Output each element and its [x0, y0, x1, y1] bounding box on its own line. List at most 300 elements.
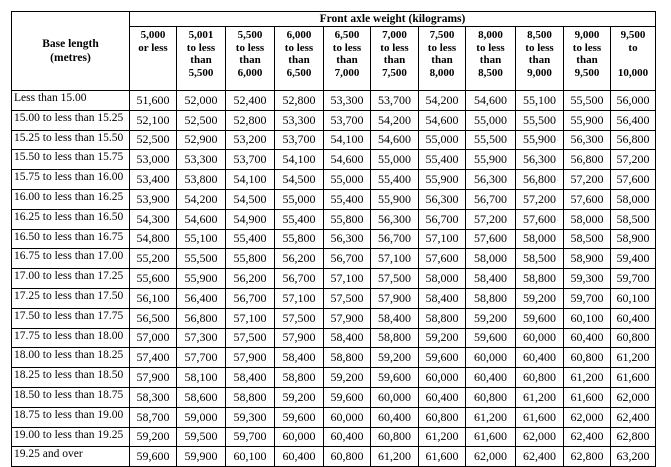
table-cell: 55,100	[177, 229, 226, 249]
table-cell: 55,200	[130, 249, 177, 269]
table-row	[12, 308, 656, 328]
table-cell: 56,000	[611, 91, 656, 111]
table-cell: 57,600	[466, 229, 516, 249]
table-cell: 55,000	[275, 189, 324, 209]
row-label: 16.50 to less than 16.75	[12, 229, 130, 249]
table-cell: 53,700	[371, 91, 419, 111]
table-cell: 60,800	[419, 407, 466, 427]
table-cell: 60,000	[275, 427, 324, 447]
table-cell: 57,000	[130, 328, 177, 348]
row-header-line: Base length	[42, 38, 99, 50]
row-label: 18.75 to less than 19.00	[12, 407, 130, 427]
table-cell: 59,900	[177, 447, 226, 467]
table-row	[12, 269, 656, 289]
table-cell: 62,800	[564, 447, 611, 467]
table-cell: 58,400	[324, 328, 371, 348]
table-cell: 55,000	[371, 150, 419, 170]
table-cell: 55,500	[466, 130, 516, 150]
table-cell: 54,600	[177, 209, 226, 229]
table-cell: 57,200	[466, 209, 516, 229]
column-header	[516, 27, 564, 91]
table-cell: 56,800	[611, 130, 656, 150]
table-cell: 56,300	[466, 170, 516, 190]
table-cell: 58,400	[371, 308, 419, 328]
table-cell: 55,000	[419, 130, 466, 150]
table-cell: 60,000	[324, 407, 371, 427]
table-cell: 55,600	[130, 269, 177, 289]
table-cell: 54,100	[275, 150, 324, 170]
table-cell: 61,600	[466, 427, 516, 447]
column-header-line: 6,000	[237, 66, 263, 79]
table-cell: 60,000	[516, 328, 564, 348]
table-cell: 58,600	[177, 387, 226, 407]
table-cell: 61,200	[611, 348, 656, 368]
table-cell: 62,400	[611, 407, 656, 427]
table-cell: 57,700	[177, 348, 226, 368]
table-row	[12, 368, 656, 388]
table-cell: 57,500	[371, 269, 419, 289]
column-header-line: 8,000	[478, 29, 503, 41]
column-header	[466, 27, 516, 91]
table-cell: 57,500	[275, 308, 324, 328]
table-cell: 59,300	[226, 407, 275, 427]
table-cell: 57,500	[226, 328, 275, 348]
row-label: 16.75 to less than 17.00	[12, 249, 130, 269]
table-cell: 57,200	[564, 170, 611, 190]
table-cell: 52,400	[226, 91, 275, 111]
column-header-line: to less	[186, 41, 216, 54]
table-cell: 54,600	[371, 130, 419, 150]
table-cell: 60,400	[611, 308, 656, 328]
table-cell: 58,400	[419, 288, 466, 308]
table-row	[12, 110, 656, 130]
table-cell: 57,400	[130, 348, 177, 368]
table-cell: 55,800	[226, 249, 275, 269]
table-cell: 57,600	[516, 209, 564, 229]
table-cell: 54,600	[324, 150, 371, 170]
table-cell: 58,000	[611, 189, 656, 209]
row-label: 15.00 to less than 15.25	[12, 110, 130, 130]
table-cell: 61,600	[564, 387, 611, 407]
table-cell: 60,800	[371, 427, 419, 447]
row-label: 15.75 to less than 16.00	[12, 170, 130, 190]
table-row	[12, 427, 656, 447]
table-cell: 58,900	[611, 229, 656, 249]
table-cell: 56,200	[226, 269, 275, 289]
column-header-line: 10,000	[617, 66, 649, 79]
table-cell: 60,400	[466, 368, 516, 388]
table-cell: 58,300	[130, 387, 177, 407]
table-cell: 60,100	[611, 288, 656, 308]
table-cell: 56,400	[177, 288, 226, 308]
table-cell: 57,100	[371, 249, 419, 269]
table-cell: 53,400	[130, 170, 177, 190]
row-label: 19.25 and over	[12, 447, 130, 467]
column-header-line	[611, 54, 655, 67]
column-header-line: to less	[380, 41, 409, 54]
table-cell: 54,100	[226, 170, 275, 190]
column-header-line: 6,500	[286, 66, 312, 79]
table-cell: 62,000	[564, 407, 611, 427]
table-cell: 58,000	[564, 209, 611, 229]
column-header-line: 7,500	[429, 29, 455, 41]
table-cell: 55,900	[516, 130, 564, 150]
column-header-line: 8,000	[429, 66, 455, 79]
table-cell: 57,900	[324, 308, 371, 328]
table-cell: 52,000	[177, 91, 226, 111]
row-header-line: (metres)	[50, 52, 91, 64]
column-header	[275, 27, 324, 91]
column-header-line: than	[239, 54, 261, 66]
table-cell: 55,400	[371, 170, 419, 190]
table-cell: 53,300	[177, 150, 226, 170]
table-cell: 60,400	[324, 427, 371, 447]
table-cell: 59,000	[177, 407, 226, 427]
table-cell: 56,800	[564, 150, 611, 170]
table-cell: 54,200	[177, 189, 226, 209]
table-cell: 63,200	[611, 447, 656, 467]
table-cell: 54,500	[275, 170, 324, 190]
table-cell: 61,600	[516, 407, 564, 427]
column-header	[324, 27, 371, 91]
table-row	[12, 328, 656, 348]
table-cell: 56,300	[324, 229, 371, 249]
table-cell: 53,900	[130, 189, 177, 209]
table-cell: 54,900	[226, 209, 275, 229]
column-header	[371, 27, 419, 91]
row-label: 15.25 to less than 15.50	[12, 130, 130, 150]
table-cell: 56,500	[130, 308, 177, 328]
table-row	[12, 130, 656, 150]
table-cell: 62,800	[611, 427, 656, 447]
table-cell: 62,000	[516, 427, 564, 447]
table-cell: 56,400	[611, 110, 656, 130]
table-cell: 58,800	[275, 368, 324, 388]
column-header-line: to less	[235, 41, 265, 54]
table-row	[12, 288, 656, 308]
table-cell: 58,000	[466, 249, 516, 269]
column-header	[419, 27, 466, 91]
table-cell: 55,900	[177, 269, 226, 289]
column-header	[226, 27, 275, 91]
table-cell: 60,100	[226, 447, 275, 467]
table-cell: 57,100	[275, 288, 324, 308]
table-row	[12, 249, 656, 269]
table-cell: 59,600	[466, 328, 516, 348]
table-cell: 61,200	[564, 368, 611, 388]
table-cell: 60,800	[564, 348, 611, 368]
table-cell: 62,400	[564, 427, 611, 447]
table-cell: 54,200	[371, 110, 419, 130]
column-header-line: 7,000	[382, 29, 407, 41]
table-cell: 55,500	[564, 91, 611, 111]
table-cell: 57,200	[516, 189, 564, 209]
column-header-line: 9,500	[574, 66, 600, 79]
table-cell: 53,700	[275, 130, 324, 150]
table-cell: 59,600	[419, 348, 466, 368]
column-header-line: 5,500	[188, 66, 214, 79]
column-header	[177, 27, 226, 91]
table-cell: 57,900	[130, 368, 177, 388]
column-header-line: to less	[476, 41, 505, 54]
table-cell: 52,500	[130, 130, 177, 150]
column-header-line: 6,000	[286, 29, 312, 41]
table-cell: 60,800	[324, 447, 371, 467]
table-cell: 57,600	[611, 170, 656, 190]
table-cell: 60,000	[466, 348, 516, 368]
table-cell: 60,400	[371, 407, 419, 427]
table-cell: 59,700	[564, 288, 611, 308]
table-cell: 55,900	[466, 150, 516, 170]
table-cell: 58,500	[564, 229, 611, 249]
table-cell: 59,200	[371, 348, 419, 368]
axle-weight-table	[11, 11, 656, 467]
table-cell: 56,800	[177, 308, 226, 328]
table-cell: 55,000	[324, 170, 371, 190]
table-cell: 57,200	[611, 150, 656, 170]
table-cell: 59,400	[611, 249, 656, 269]
table-cell: 53,800	[177, 170, 226, 190]
table-cell: 57,100	[324, 269, 371, 289]
table-cell: 56,300	[516, 150, 564, 170]
table-cell: 57,900	[371, 288, 419, 308]
table-cell: 58,500	[516, 249, 564, 269]
table-cell: 58,800	[466, 288, 516, 308]
row-label: 17.50 to less than 17.75	[12, 308, 130, 328]
table-row	[12, 407, 656, 427]
table-cell: 56,300	[371, 209, 419, 229]
table-cell: 56,100	[130, 288, 177, 308]
table-cell: 53,000	[130, 150, 177, 170]
table-cell: 57,600	[419, 249, 466, 269]
table-cell: 55,800	[324, 209, 371, 229]
column-header-line: or less	[138, 41, 168, 54]
table-cell: 62,400	[516, 447, 564, 467]
column-header-line: 9,000	[527, 66, 552, 79]
table-cell: 52,100	[130, 110, 177, 130]
table-cell: 56,700	[226, 288, 275, 308]
table-cell: 55,500	[177, 249, 226, 269]
table-cell: 60,800	[516, 368, 564, 388]
table-cell: 56,700	[371, 229, 419, 249]
column-header-line: 7,500	[382, 66, 407, 79]
column-header-line: to less	[427, 41, 457, 54]
table-cell: 54,600	[466, 91, 516, 111]
table-cell: 56,700	[275, 269, 324, 289]
table-cell: 53,200	[226, 130, 275, 150]
table-cell: 62,000	[466, 447, 516, 467]
table-cell: 57,100	[226, 308, 275, 328]
table-cell: 54,600	[419, 110, 466, 130]
column-header-line: 9,500	[620, 29, 646, 41]
table-cell: 61,200	[516, 387, 564, 407]
column-header-line: 6,500	[334, 29, 360, 41]
table-cell: 53,700	[324, 110, 371, 130]
row-label: 18.00 to less than 18.25	[12, 348, 130, 368]
table-cell: 61,200	[419, 427, 466, 447]
column-header-line: to less	[284, 41, 314, 54]
column-header-line: than	[383, 54, 406, 66]
table-cell: 56,700	[324, 249, 371, 269]
table-cell: 58,500	[611, 209, 656, 229]
table-cell: 55,500	[516, 110, 564, 130]
table-cell: 60,800	[466, 387, 516, 407]
column-header-line: than	[479, 54, 502, 66]
table-cell: 59,200	[419, 328, 466, 348]
table-row	[12, 348, 656, 368]
table-cell: 61,600	[611, 368, 656, 388]
table-cell: 55,800	[275, 229, 324, 249]
column-header-line: to less	[332, 41, 362, 54]
table-cell: 59,200	[130, 427, 177, 447]
table-cell: 60,400	[419, 387, 466, 407]
table-cell: 59,600	[324, 387, 371, 407]
table-cell: 59,600	[516, 308, 564, 328]
table-cell: 60,400	[516, 348, 564, 368]
row-label: Less than 15.00	[12, 91, 130, 111]
table-cell: 56,700	[419, 209, 466, 229]
table-cell: 58,800	[226, 387, 275, 407]
table-cell: 55,400	[226, 229, 275, 249]
column-header-line: 5,500	[237, 29, 263, 41]
table-row	[12, 387, 656, 407]
table-cell: 57,600	[564, 189, 611, 209]
table-cell: 51,600	[130, 91, 177, 111]
table-cell: 54,800	[130, 229, 177, 249]
table-cell: 59,700	[226, 427, 275, 447]
table-cell: 52,500	[177, 110, 226, 130]
table-cell: 60,000	[419, 368, 466, 388]
table-cell: 59,200	[324, 368, 371, 388]
table-cell: 58,800	[324, 348, 371, 368]
table-cell: 58,400	[226, 368, 275, 388]
table-row	[12, 91, 656, 111]
table-cell: 53,300	[275, 110, 324, 130]
column-header-line: 5,001	[188, 29, 214, 41]
row-label: 15.50 to less than 15.75	[12, 150, 130, 170]
table-cell: 59,600	[130, 447, 177, 467]
table-row	[12, 229, 656, 249]
table-title: Front axle weight (kilograms)	[130, 12, 656, 27]
table-cell: 52,800	[226, 110, 275, 130]
table-cell: 57,500	[324, 288, 371, 308]
table-cell: 54,100	[324, 130, 371, 150]
table-cell: 60,400	[564, 328, 611, 348]
table-cell: 55,900	[564, 110, 611, 130]
table-row	[12, 209, 656, 229]
row-label: 19.00 to less than 19.25	[12, 427, 130, 447]
row-label: 16.00 to less than 16.25	[12, 189, 130, 209]
table-cell: 56,300	[419, 189, 466, 209]
column-header-line: than	[431, 54, 453, 66]
row-label: 18.25 to less than 18.50	[12, 368, 130, 388]
table-cell: 52,800	[275, 91, 324, 111]
table-cell: 60,800	[611, 328, 656, 348]
table-cell: 57,900	[226, 348, 275, 368]
table-cell: 56,300	[564, 130, 611, 150]
table-cell: 62,000	[611, 387, 656, 407]
row-label: 16.25 to less than 16.50	[12, 209, 130, 229]
table-cell: 55,400	[419, 150, 466, 170]
column-header-line: than	[190, 54, 212, 66]
row-label: 17.25 to less than 17.50	[12, 288, 130, 308]
table-cell: 55,400	[324, 189, 371, 209]
table-cell: 55,100	[516, 91, 564, 111]
table-cell: 58,800	[419, 308, 466, 328]
column-header	[564, 27, 611, 91]
table-cell: 59,300	[564, 269, 611, 289]
table-row	[12, 150, 656, 170]
table-cell: 59,700	[611, 269, 656, 289]
table-cell: 54,200	[419, 91, 466, 111]
column-header-line: to less	[572, 41, 602, 54]
table-cell: 61,200	[466, 407, 516, 427]
column-header-line: 8,500	[478, 66, 503, 79]
table-cell: 57,100	[419, 229, 466, 249]
table-cell: 59,500	[177, 427, 226, 447]
table-cell: 58,000	[516, 229, 564, 249]
table-cell: 56,800	[516, 170, 564, 190]
table-cell: 58,700	[130, 407, 177, 427]
table-cell: 59,200	[466, 308, 516, 328]
column-header-line: 7,000	[334, 66, 360, 79]
table-cell: 58,000	[419, 269, 466, 289]
column-header-line: than	[288, 54, 310, 66]
table-cell: 58,400	[466, 269, 516, 289]
column-header-line: 5,000	[140, 29, 166, 41]
column-header	[611, 27, 656, 91]
table-cell: 58,900	[564, 249, 611, 269]
table-cell: 58,400	[275, 348, 324, 368]
table-cell: 57,900	[275, 328, 324, 348]
row-label: 18.50 to less than 18.75	[12, 387, 130, 407]
table-cell: 55,000	[466, 110, 516, 130]
row-header	[12, 12, 130, 91]
table-cell: 52,900	[177, 130, 226, 150]
table-cell: 55,900	[419, 170, 466, 190]
document-page	[11, 11, 656, 467]
row-label: 17.00 to less than 17.25	[12, 269, 130, 289]
table-cell: 58,800	[371, 328, 419, 348]
table-cell: 60,000	[371, 387, 419, 407]
table-cell: 59,200	[516, 288, 564, 308]
table-cell: 53,300	[324, 91, 371, 111]
table-row	[12, 170, 656, 190]
column-header-line: 8,500	[527, 29, 552, 41]
column-header-line: than	[528, 54, 551, 66]
column-header-line: than	[336, 54, 358, 66]
table-cell: 53,700	[226, 150, 275, 170]
table-cell: 59,600	[371, 368, 419, 388]
column-header	[130, 27, 177, 91]
table-cell: 56,700	[466, 189, 516, 209]
table-cell: 60,100	[564, 308, 611, 328]
column-header-line: than	[576, 54, 598, 66]
table-cell: 55,400	[275, 209, 324, 229]
table-cell: 60,400	[275, 447, 324, 467]
column-header-line: to	[628, 41, 638, 54]
column-header-line: 9,000	[574, 29, 600, 41]
column-header-line: to less	[525, 41, 554, 54]
table-cell: 58,800	[516, 269, 564, 289]
table-row	[12, 189, 656, 209]
table-cell: 58,100	[177, 368, 226, 388]
table-cell: 59,200	[275, 387, 324, 407]
table-cell: 54,300	[130, 209, 177, 229]
table-cell: 57,300	[177, 328, 226, 348]
table-cell: 54,500	[226, 189, 275, 209]
table-cell: 61,200	[371, 447, 419, 467]
